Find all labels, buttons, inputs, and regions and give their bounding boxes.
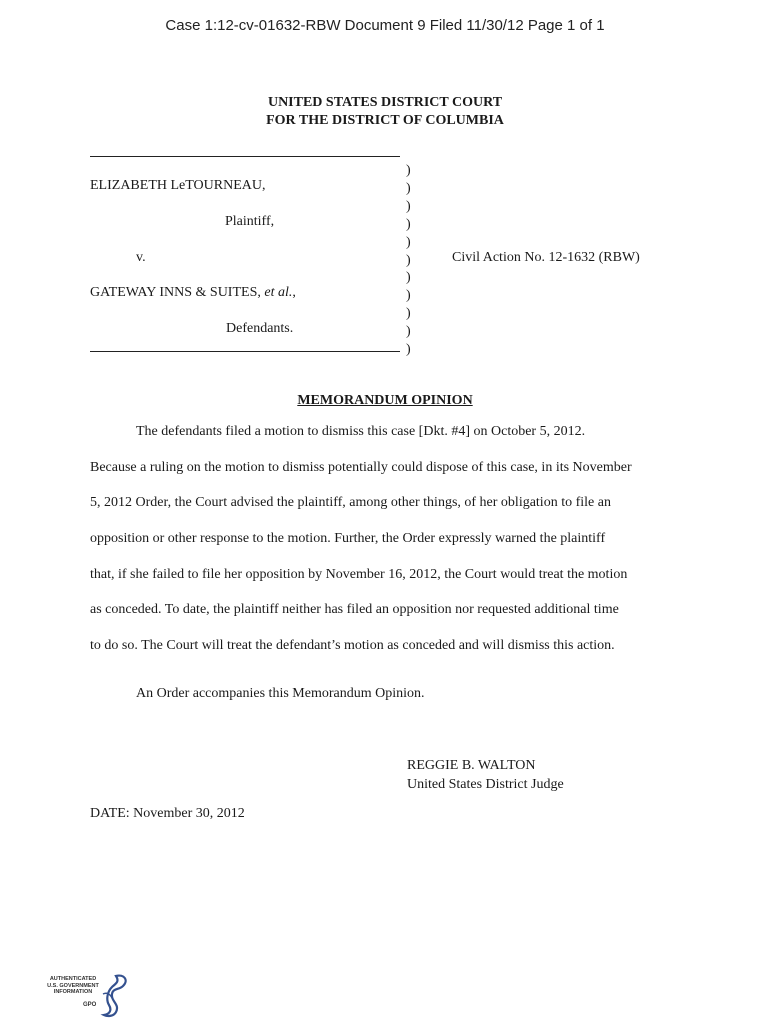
seal-line: AUTHENTICATED: [49, 976, 97, 982]
civil-action-number: Civil Action No. 12-1632 (RBW): [452, 250, 640, 265]
paren: ): [406, 252, 411, 268]
date-line: DATE: November 30, 2012: [90, 806, 245, 821]
seal-line: U.S. GOVERNMENT: [47, 982, 99, 989]
et-al: et al.: [264, 285, 293, 300]
body-line: The defendants filed a motion to dismiss this case [Dkt. #4] on October 5, 2012.: [136, 424, 586, 439]
judge-name: REGGIE B. WALTON: [407, 758, 536, 773]
memorandum-title: MEMORANDUM OPINION: [297, 393, 473, 408]
paren: ): [406, 234, 411, 250]
court-name: UNITED STATES DISTRICT COURT: [267, 95, 503, 110]
order-line: An Order accompanies this Memorandum Opinion.: [136, 686, 425, 701]
body-line: opposition or other response to the motion. Further, the Order expressly warned the plaintiff: [90, 531, 606, 546]
case-header-stamp: Case 1:12-cv-01632-RBW Document 9 Filed 11/30/12 Page 1 of 1: [165, 17, 605, 34]
seal-text: [44, 976, 102, 996]
plaintiff-role: Plaintiff,: [225, 214, 275, 229]
paren: ): [406, 163, 411, 178]
judge-title: United States District Judge: [407, 777, 564, 792]
defendant-name: [90, 285, 296, 301]
paren: ): [406, 270, 411, 286]
paren: ): [406, 342, 411, 358]
judge-signature: [407, 756, 564, 794]
body-line: to do so. The Court will treat the defendant’s motion as conceded and will dismiss this action.: [90, 638, 615, 653]
gpo-authentication-seal: [44, 972, 134, 1018]
caption-parentheses: [406, 162, 416, 359]
paren: ): [406, 306, 411, 322]
defendant-role: Defendants.: [226, 321, 294, 336]
plaintiff-name: ELIZABETH LeTOURNEAU,: [90, 178, 266, 193]
eagle-icon: [96, 972, 130, 1018]
body-line: as conceded. To date, the plaintiff neither has filed an opposition nor requested additional time: [90, 602, 619, 617]
court-heading: [0, 94, 770, 130]
body-line: Because a ruling on the motion to dismiss potentially could dispose of this case, in its November: [90, 460, 632, 475]
court-district: FOR THE DISTRICT OF COLUMBIA: [266, 113, 504, 128]
paren: ): [406, 288, 411, 304]
paren: ): [406, 324, 411, 340]
defendant-name-text: GATEWAY INNS & SUITES,: [90, 285, 265, 300]
defendant-name-comma: ,: [292, 285, 296, 300]
versus: v.: [136, 250, 146, 265]
paren: ): [406, 216, 411, 232]
paren: ): [406, 180, 411, 196]
caption-bottom-rule: [90, 351, 400, 352]
caption-top-rule: [90, 156, 400, 157]
body-line: that, if she failed to file her opposition by November 16, 2012, the Court would treat the motion: [90, 567, 628, 582]
body-line: 5, 2012 Order, the Court advised the plaintiff, among other things, of her obligation to file an: [90, 495, 611, 510]
paren: ): [406, 198, 411, 214]
seal-gpo: GPO: [83, 1002, 97, 1008]
seal-line: INFORMATION: [53, 989, 93, 995]
